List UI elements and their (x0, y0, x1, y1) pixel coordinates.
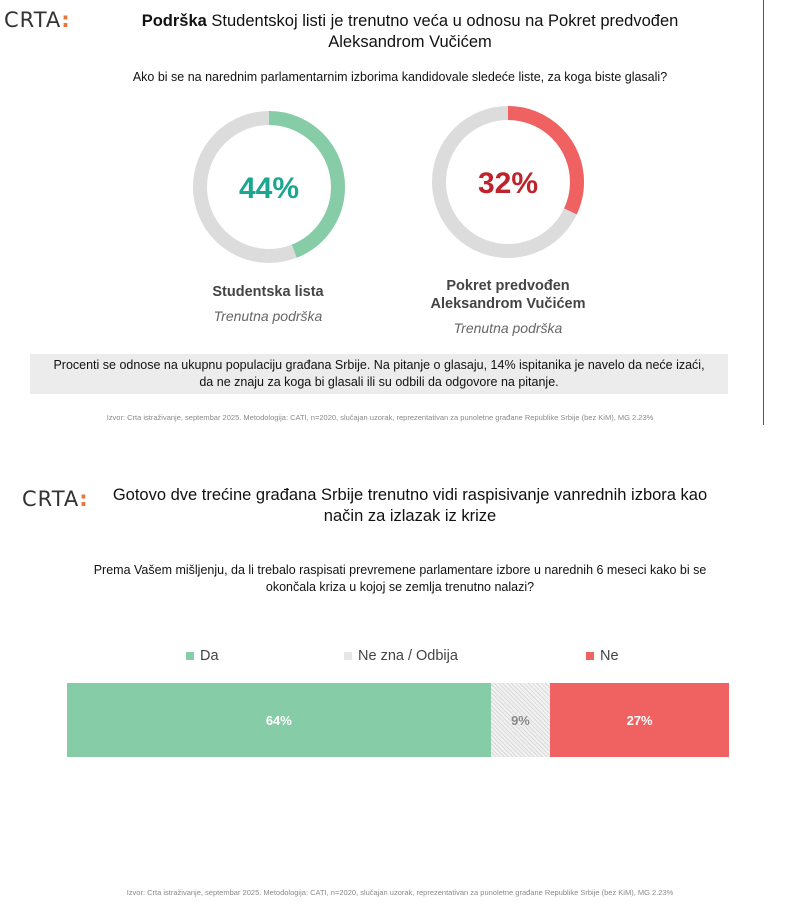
legend-label-da: Da (200, 648, 219, 664)
panel1-title-bold: Podrška (141, 12, 207, 30)
panel2-question-line1: Prema Vašem mišljenju, da li trebalo raspisati prevremene parlamentare izbore u narednih 6 meseci kako bi se (93, 563, 707, 577)
panel1-title-line2: Aleksandrom Vučićem (328, 33, 492, 51)
legend-label-ne: Ne (600, 648, 619, 664)
panel2-title-line2: način za izlazak iz krize (323, 507, 497, 525)
legend-item-ne-zna (344, 648, 458, 664)
panel2-source: Izvor: Crta istraživanje, septembar 2025. Metodologija: CATI, n=2020, slučajan uzorak, reprezentativan za punoletne građane Republike Srbije (bez KiM), MG 2.23% (126, 888, 674, 897)
donut-label-studentska: Studentska lista (212, 284, 324, 300)
bar-segment-ne (550, 683, 729, 757)
donut-sublabel-studentska: Trenutna podrška (213, 308, 323, 324)
logo-text: CRTA (4, 8, 62, 32)
panel2-title (80, 485, 740, 527)
bar-label-ne-zna: 9% (511, 712, 530, 728)
bar-segment-da (67, 683, 491, 757)
panel1-source: Izvor: Crta istraživanje, septembar 2025. Metodologija: CATI, n=2020, slučajan uzorak, reprezentativan za punoletne građane Republike Srbije (bez KiM), MG 2.23% (106, 413, 654, 422)
donut-label-pokret (398, 277, 618, 313)
panel2-title-line1: Gotovo dve trećine građana Srbije trenutno vidi raspisivanje vanrednih izbora kao (112, 486, 708, 504)
logo-mark: : (61, 8, 71, 32)
legend-label-ne-zna: Ne zna / Odbija (358, 648, 458, 664)
donut-label-pokret-line2: Aleksandrom Vučićem (430, 296, 586, 312)
note-line1: Procenti se odnose na ukupnu populaciju građana Srbije. Na pitanje o glasaju, 14% ispitanika je navelo da neće izaći, (53, 358, 705, 372)
donut-sublabel-pokret: Trenutna podrška (453, 320, 563, 336)
legend-item-da (186, 648, 219, 664)
panel1-title (60, 11, 760, 53)
panel1-title-rest: Studentskoj listi je trenutno veća u odnosu na Pokret predvođen (206, 12, 679, 30)
legend-swatch-ne (586, 652, 594, 660)
logo-mark-2: : (79, 487, 89, 511)
donut-value-studentska: 44% (238, 172, 300, 205)
bar-label-ne: 27% (626, 712, 653, 728)
panel2-question (40, 562, 760, 596)
panel1-question: Ako bi se na narednim parlamentarnim izborima kandidovale sledeće liste, za koga biste glasali? (132, 70, 668, 84)
note-line2: da ne znaju za koga bi glasali ili su odbili da odgovore na pitanje. (199, 375, 559, 389)
legend-swatch-da (186, 652, 194, 660)
note-box (30, 354, 728, 394)
panel2-question-line2: okončala kriza u kojoj se zemlja trenutno nalazi? (265, 580, 535, 594)
donut-label-pokret-line1: Pokret predvođen (446, 278, 570, 294)
donut-value-pokret: 32% (477, 167, 539, 200)
legend-swatch-ne-zna (344, 652, 352, 660)
crta-logo-2 (22, 487, 89, 511)
bar-segment-ne-zna (491, 683, 551, 757)
panel-divider-line (763, 0, 764, 425)
stacked-bar (67, 683, 729, 757)
bar-label-da: 64% (265, 712, 292, 728)
legend-item-ne (586, 648, 619, 664)
logo-text-2: CRTA (22, 487, 80, 511)
